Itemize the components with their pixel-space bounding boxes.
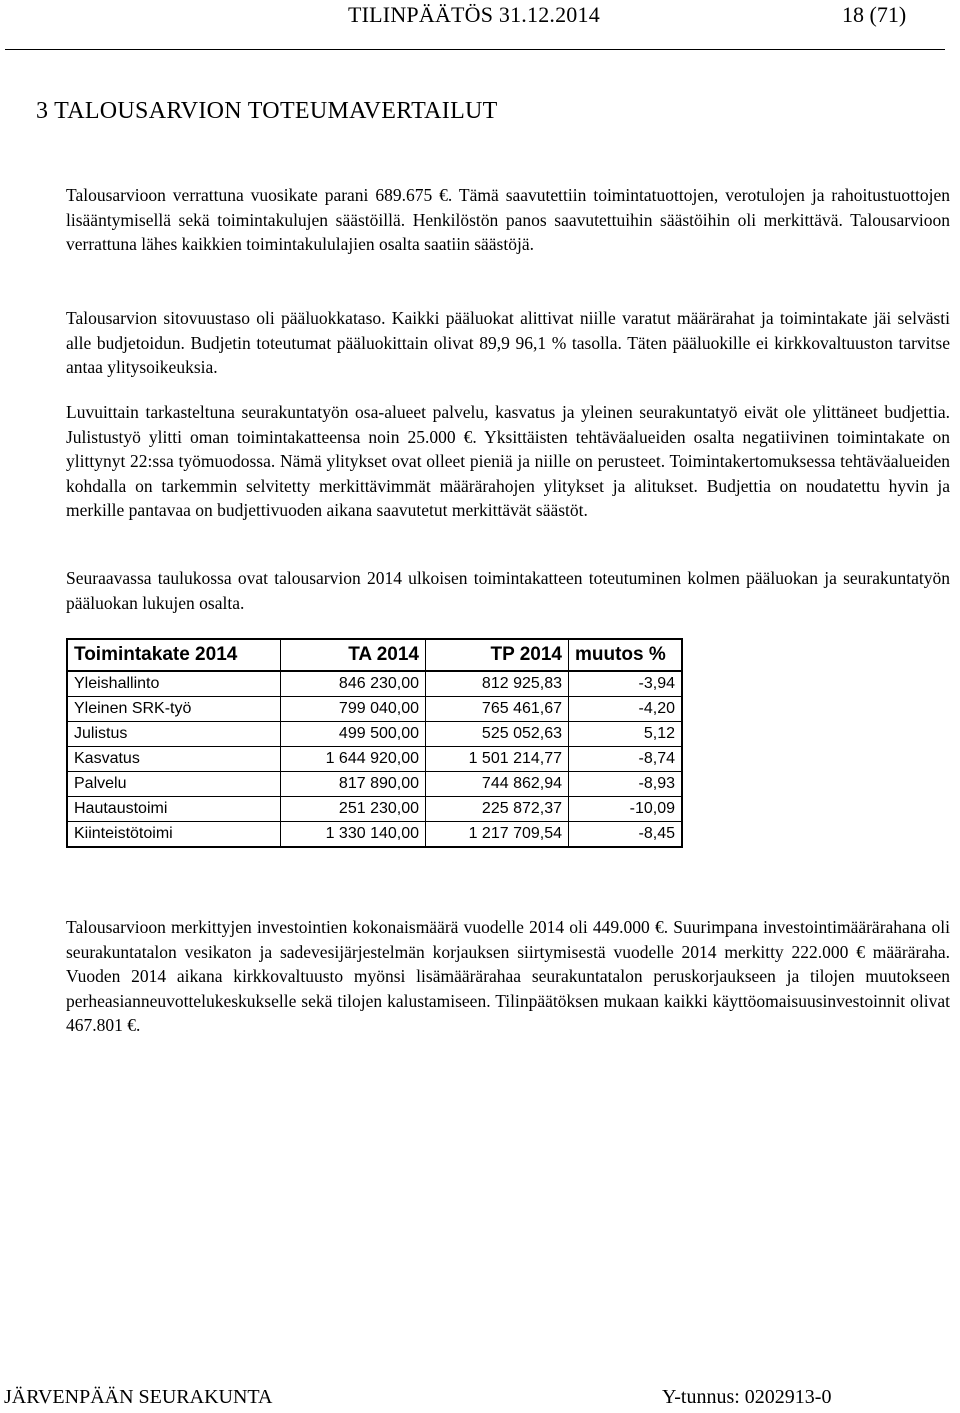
row-name: Yleishallinto <box>67 671 281 697</box>
row-ta: 1 330 140,00 <box>281 822 426 848</box>
row-tp: 812 925,83 <box>426 671 569 697</box>
row-name: Palvelu <box>67 772 281 797</box>
header-tp: TP 2014 <box>426 639 569 671</box>
row-name: Kasvatus <box>67 747 281 772</box>
table-row <box>67 772 682 797</box>
row-ta: 817 890,00 <box>281 772 426 797</box>
row-muutos: -4,20 <box>569 697 683 722</box>
row-ta: 799 040,00 <box>281 697 426 722</box>
paragraph-vuosikate: Talousarvioon verrattuna vuosikate parani 689.675 €. Tämä saavutettiin toimintatuottojen, verotulojen ja rahoitustuottojen lisääntymisellä sekä toimintakulujen säästöillä. Henkilöstön panos saavutettuihin säästöihin oli merkittävä. Talousarvioon verrattuna lähes kaikkien toimintakululajien osalta saatiin säästöjä. <box>66 185 950 255</box>
page-number: 18 (71) <box>842 2 907 27</box>
header-divider <box>5 49 945 50</box>
row-name: Yleinen SRK-työ <box>67 697 281 722</box>
header-ta: TA 2014 <box>281 639 426 671</box>
row-muutos: -8,74 <box>569 747 683 772</box>
table-row <box>67 722 682 747</box>
row-tp: 525 052,63 <box>426 722 569 747</box>
footer-business-id: Y-tunnus: 0202913-0 <box>662 1386 832 1408</box>
row-ta: 499 500,00 <box>281 722 426 747</box>
row-name: Julistus <box>67 722 281 747</box>
table-row <box>67 747 682 772</box>
table-row <box>67 797 682 822</box>
table-row <box>67 697 682 722</box>
row-tp: 1 217 709,54 <box>426 822 569 848</box>
paragraph-investoinnit: Talousarvioon merkittyjen investointien kokonaismäärä vuodelle 2014 oli 449.000 €. Suurimpana investointimäärärahana oli seurakuntatalon vesikaton ja sadevesijärjestelmän korjauksen siirtymisestä vuodelle 2014 merkitty 222.000 € määräraha. Vuoden 2014 aikana kirkkovaltuusto myönsi lisämäärärahaa seurakuntatalon peruskorjaukseen ja tilojen muutokseen perheasianneuvottelukeskukselle sekä tilojen kalustamiseen. Tilinpäätöksen mukaan kaikki käyttöomaisuusinvestoinnit olivat 467.801 €. <box>66 917 950 1036</box>
row-ta: 251 230,00 <box>281 797 426 822</box>
table-header-row <box>67 639 682 671</box>
row-muutos: 5,12 <box>569 722 683 747</box>
section-heading: 3 TALOUSARVION TOTEUMAVERTAILUT <box>36 98 498 124</box>
table-row <box>67 671 682 697</box>
row-tp: 225 872,37 <box>426 797 569 822</box>
row-muutos: -8,93 <box>569 772 683 797</box>
row-name: Hautaustoimi <box>67 797 281 822</box>
row-muutos: -8,45 <box>569 822 683 848</box>
budget-table <box>66 638 683 848</box>
document-title: TILINPÄÄTÖS 31.12.2014 <box>348 2 600 27</box>
table-row <box>67 822 682 848</box>
row-muutos: -3,94 <box>569 671 683 697</box>
paragraph-luvuittain: Luvuittain tarkasteltuna seurakuntatyön osa-alueet palvelu, kasvatus ja yleinen seurakuntatyö eivät ole ylittäneet budjettia. Julistustyö ylitti oman toimintakatteensa noin 25.000 €. Yksittäisten tehtäväalueiden osalta negatiivinen toimintakate on ylittynyt 22:ssa työmuodossa. Nämä ylitykset ovat olleet pieniä ja niille on perusteet. Toimintakertomuksessa tehtäväalueiden kohdalla on tarkemmin selvitetty merkittävimmät määrärahojen ylitykset ja alitukset. Budjettia on noudatettu hyvin ja merkille pantavaa on budjettivuoden aikana saavutetut merkittävät säästöt. <box>66 402 950 521</box>
row-tp: 744 862,94 <box>426 772 569 797</box>
row-ta: 846 230,00 <box>281 671 426 697</box>
paragraph-sitovuustaso: Talousarvion sitovuustaso oli pääluokkataso. Kaikki pääluokat alittivat niille varatut määrärahat ja toimintakate jäi selvästi alle budjetoidun. Budjetin toteutumat pääluokittain olivat 89,9 96,1 % tasolla. Täten pääluokille ei kirkkovaltuuston tarvitse antaa ylitysoikeuksia. <box>66 308 950 378</box>
row-tp: 765 461,67 <box>426 697 569 722</box>
footer-organization: JÄRVENPÄÄN SEURAKUNTA <box>4 1386 273 1408</box>
row-tp: 1 501 214,77 <box>426 747 569 772</box>
row-ta: 1 644 920,00 <box>281 747 426 772</box>
row-muutos: -10,09 <box>569 797 683 822</box>
header-toimintakate: Toimintakate 2014 <box>67 639 281 671</box>
paragraph-table-intro: Seuraavassa taulukossa ovat talousarvion 2014 ulkoisen toimintakatteen toteutuminen kolmen pääluokan ja seurakuntatyön pääluokan lukujen osalta. <box>66 568 950 613</box>
row-name: Kiinteistötoimi <box>67 822 281 848</box>
page-header <box>0 2 960 30</box>
header-muutos: muutos % <box>569 639 683 671</box>
